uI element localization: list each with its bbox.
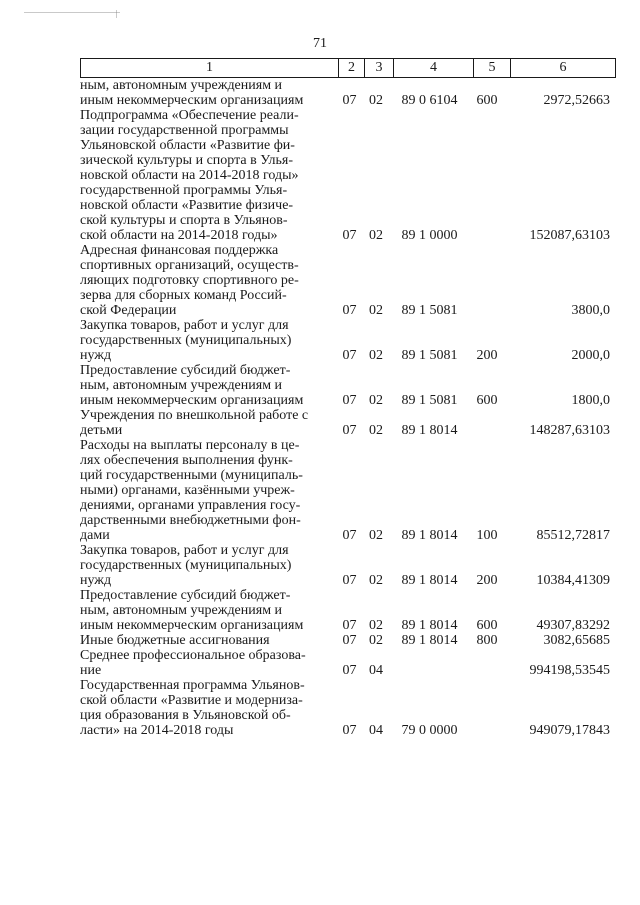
- row-description: [80, 318, 337, 363]
- description-line: ными) органами, казёнными учреж-: [80, 483, 295, 498]
- row-subsection-code: 02: [369, 303, 383, 318]
- row-amount: 2000,0: [571, 348, 610, 363]
- row-amount: 10384,41309: [536, 573, 610, 588]
- table-row: [80, 648, 616, 678]
- description-line: ным, автономным учреждениям и: [80, 378, 283, 393]
- description-line: зерва для сборных команд Россий-: [80, 288, 287, 303]
- row-amount: 994198,53545: [529, 663, 610, 678]
- description-line: Закупка товаров, работ и услуг для: [80, 318, 289, 333]
- description-line: иным некоммерческим организациям: [80, 93, 304, 108]
- row-target-article-code: 89 1 8014: [401, 423, 458, 438]
- description-line: ным, автономным учреждениям и: [80, 78, 283, 93]
- description-line: Предоставление субсидий бюджет-: [80, 588, 291, 603]
- description-line: нужд: [80, 573, 112, 588]
- description-line: Среднее профессиональное образова-: [80, 648, 306, 663]
- row-amount: 3082,65685: [543, 633, 610, 648]
- row-amount: 49307,83292: [536, 618, 610, 633]
- description-line: Предоставление субсидий бюджет-: [80, 363, 291, 378]
- description-line: Иные бюджетные ассигнования: [80, 633, 270, 648]
- description-line: Подпрограмма «Обеспечение реали-: [80, 108, 299, 123]
- budget-table: [80, 58, 616, 738]
- row-subsection-code: 02: [369, 228, 383, 243]
- header-col-3: 3: [364, 59, 393, 77]
- row-description: [80, 543, 337, 588]
- row-target-article-code: 89 1 5081: [401, 393, 458, 408]
- description-line: новской области «Развитие физиче-: [80, 198, 294, 213]
- description-line: ляющих подготовку спортивного ре-: [80, 273, 299, 288]
- row-expense-type-code: 100: [476, 528, 498, 543]
- description-line: Закупка товаров, работ и услуг для: [80, 543, 289, 558]
- description-line: иным некоммерческим организациям: [80, 393, 304, 408]
- description-line: Ульяновской области «Развитие фи-: [80, 138, 295, 153]
- row-subsection-code: 04: [369, 723, 383, 738]
- row-subsection-code: 02: [369, 423, 383, 438]
- description-line: ция образования в Ульяновской об-: [80, 708, 291, 723]
- row-subsection-code: 02: [369, 573, 383, 588]
- row-amount: 2972,52663: [543, 93, 610, 108]
- row-expense-type-code: 600: [476, 93, 498, 108]
- row-section-code: 07: [342, 303, 357, 318]
- row-section-code: 07: [342, 663, 357, 678]
- table-row: [80, 78, 616, 108]
- description-line: государственной программы Улья-: [80, 183, 288, 198]
- row-target-article-code: 89 1 5081: [401, 303, 458, 318]
- row-subsection-code: 02: [369, 393, 383, 408]
- row-expense-type-code: 800: [476, 633, 498, 648]
- header-col-5: 5: [473, 59, 510, 77]
- row-section-code: 07: [342, 528, 357, 543]
- row-amount: 148287,63103: [529, 423, 610, 438]
- row-section-code: 07: [342, 228, 357, 243]
- table-row: [80, 678, 616, 738]
- description-line: дениями, органами управления госу-: [80, 498, 301, 513]
- row-description: [80, 678, 337, 738]
- header-col-6: 6: [510, 59, 615, 77]
- row-description: [80, 648, 337, 678]
- row-section-code: 07: [342, 93, 357, 108]
- row-subsection-code: 02: [369, 618, 383, 633]
- row-target-article-code: 89 1 8014: [401, 528, 458, 543]
- row-subsection-code: 04: [369, 663, 383, 678]
- description-line: ласти» на 2014-2018 годы: [80, 723, 234, 738]
- description-line: спортивных организаций, осуществ-: [80, 258, 299, 273]
- scan-mark-top-tick: [116, 10, 117, 18]
- description-line: детьми: [80, 423, 123, 438]
- row-section-code: 07: [342, 348, 357, 363]
- description-line: зической культуры и спорта в Улья-: [80, 153, 294, 168]
- description-line: Расходы на выплаты персоналу в це-: [80, 438, 300, 453]
- description-line: дами: [80, 528, 110, 543]
- description-line: государственных (муниципальных): [80, 558, 292, 573]
- table-row: [80, 108, 616, 243]
- scan-mark-top: [24, 12, 120, 13]
- row-section-code: 07: [342, 573, 357, 588]
- description-line: Адресная финансовая поддержка: [80, 243, 279, 258]
- description-line: иным некоммерческим организациям: [80, 618, 304, 633]
- table-row: [80, 438, 616, 543]
- header-col-2: 2: [338, 59, 364, 77]
- row-description: [80, 108, 337, 243]
- description-line: ской культуры и спорта в Ульянов-: [80, 213, 288, 228]
- description-line: ской области на 2014-2018 годы»: [80, 228, 278, 243]
- description-line: лях обеспечения выполнения функ-: [80, 453, 293, 468]
- header-col-1: 1: [206, 60, 213, 75]
- description-line: Государственная программа Ульянов-: [80, 678, 305, 693]
- description-line: новской области на 2014-2018 годы»: [80, 168, 299, 183]
- page-number: 71: [313, 36, 327, 51]
- table-row: [80, 318, 616, 363]
- row-expense-type-code: 200: [476, 348, 498, 363]
- row-description: [80, 363, 337, 408]
- row-amount: 1800,0: [571, 393, 610, 408]
- row-section-code: 07: [342, 618, 357, 633]
- header-col-4: 4: [393, 59, 473, 77]
- row-description: [80, 438, 337, 543]
- table-row: [80, 633, 616, 648]
- row-target-article-code: 89 1 8014: [401, 633, 458, 648]
- row-description: [80, 408, 337, 438]
- row-target-article-code: 89 1 5081: [401, 348, 458, 363]
- table-body: [80, 78, 616, 738]
- description-line: ным, автономным учреждениям и: [80, 603, 283, 618]
- row-target-article-code: 89 1 8014: [401, 618, 458, 633]
- description-line: ние: [80, 663, 102, 678]
- row-expense-type-code: 600: [476, 618, 498, 633]
- row-section-code: 07: [342, 393, 357, 408]
- table-row: [80, 408, 616, 438]
- row-expense-type-code: 600: [476, 393, 498, 408]
- row-description: [80, 633, 337, 648]
- row-description: [80, 588, 337, 633]
- row-subsection-code: 02: [369, 633, 383, 648]
- description-line: Учреждения по внешкольной работе с: [80, 408, 309, 423]
- description-line: дарственными внебюджетными фон-: [80, 513, 301, 528]
- description-line: зации государственной программы: [80, 123, 289, 138]
- row-subsection-code: 02: [369, 528, 383, 543]
- row-amount: 949079,17843: [529, 723, 610, 738]
- description-line: государственных (муниципальных): [80, 333, 292, 348]
- row-section-code: 07: [342, 633, 357, 648]
- description-line: ций государственными (муниципаль-: [80, 468, 303, 483]
- row-amount: 152087,63103: [529, 228, 610, 243]
- row-amount: 85512,72817: [536, 528, 610, 543]
- row-section-code: 07: [342, 723, 357, 738]
- row-target-article-code: 79 0 0000: [401, 723, 458, 738]
- row-target-article-code: 89 0 6104: [401, 93, 458, 108]
- row-subsection-code: 02: [369, 93, 383, 108]
- row-description: [80, 243, 337, 318]
- table-row: [80, 543, 616, 588]
- description-line: ской Федерации: [80, 303, 177, 318]
- row-section-code: 07: [342, 423, 357, 438]
- table-row: [80, 243, 616, 318]
- table-row: [80, 363, 616, 408]
- table-header-row: [80, 58, 616, 78]
- description-line: ской области «Развитие и модерниза-: [80, 693, 303, 708]
- row-amount: 3800,0: [571, 303, 610, 318]
- table-row: [80, 588, 616, 633]
- row-target-article-code: 89 1 8014: [401, 573, 458, 588]
- row-expense-type-code: 200: [476, 573, 498, 588]
- row-description: [80, 78, 337, 108]
- description-line: нужд: [80, 348, 112, 363]
- row-subsection-code: 02: [369, 348, 383, 363]
- row-target-article-code: 89 1 0000: [401, 228, 458, 243]
